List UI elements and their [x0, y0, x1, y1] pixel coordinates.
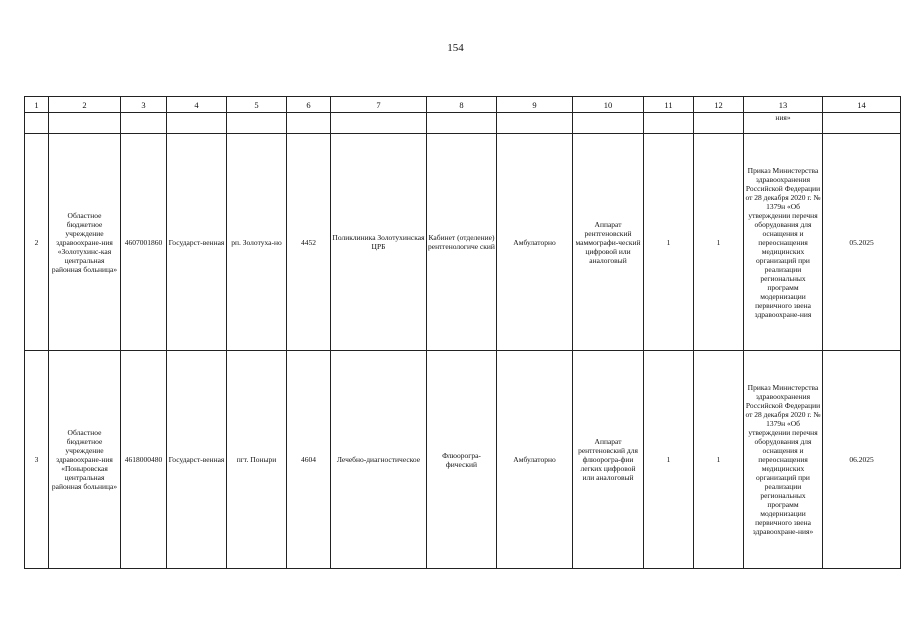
department: Флюорогра-фический: [427, 351, 497, 569]
table-cell: [427, 113, 497, 134]
continuation-row: [25, 113, 901, 134]
column-header: 7: [331, 97, 427, 113]
table-cell: [287, 113, 331, 134]
ownership-form: Государст-венная: [167, 134, 227, 351]
column-header: 13: [744, 97, 823, 113]
column-header: 9: [497, 97, 573, 113]
column-header: 14: [823, 97, 901, 113]
column-number-row: [25, 97, 901, 113]
care-conditions: Амбулаторно: [497, 351, 573, 569]
column-header: 12: [694, 97, 744, 113]
column-header: 5: [227, 97, 287, 113]
table-row: [25, 134, 901, 351]
table-cell: [121, 113, 167, 134]
column-header: 1: [25, 97, 49, 113]
table-row: [25, 351, 901, 569]
deadline: 05.2025: [823, 134, 901, 351]
table-cell: [573, 113, 644, 134]
table-cell: [694, 113, 744, 134]
subdivision: Поликлиника Золотухинская ЦРБ: [331, 134, 427, 351]
legal-basis: Приказ Министерства здравоохранения Российской Федерации от 28 декабря 2020 г. № 1379н «Об утверждении перечня оборудования для оснащения и переоснащения медицинских организаций при реализации региональных программ модернизации первичного звена здравоохране-ния»: [744, 351, 823, 569]
quantity: 1: [694, 351, 744, 569]
equipment-name: Аппарат рентгеновский для флюорогра-фии легких цифровой или аналоговый: [573, 351, 644, 569]
deadline: 06.2025: [823, 351, 901, 569]
quantity: 1: [694, 134, 744, 351]
column-header: 10: [573, 97, 644, 113]
table-cell: [227, 113, 287, 134]
page-number: 154: [447, 42, 464, 54]
quantity: 1: [644, 351, 694, 569]
continuation-text: ния»: [744, 113, 823, 134]
inn-code: 4607001860: [121, 134, 167, 351]
ownership-form: Государст-венная: [167, 351, 227, 569]
column-header: 3: [121, 97, 167, 113]
equipment-name: Аппарат рентгеновский маммографи-ческий цифровой или аналоговый: [573, 134, 644, 351]
equipment-table: [24, 96, 901, 569]
row-number: 2: [25, 134, 49, 351]
table-cell: [167, 113, 227, 134]
column-header: 6: [287, 97, 331, 113]
row-number: 3: [25, 351, 49, 569]
table-cell: [823, 113, 901, 134]
organization-name: Областное бюджетное учреждение здравоохране-ния «Поныровская центральная районная больница»: [49, 351, 121, 569]
subdivision: Лечебно-диагностическое: [331, 351, 427, 569]
department: Кабинет (отделение) рентгенологиче ский: [427, 134, 497, 351]
table-cell: [331, 113, 427, 134]
locality: пгт. Поныри: [227, 351, 287, 569]
care-conditions: Амбулаторно: [497, 134, 573, 351]
table-cell: [644, 113, 694, 134]
table-cell: [497, 113, 573, 134]
column-header: 8: [427, 97, 497, 113]
column-header: 2: [49, 97, 121, 113]
column-header: 11: [644, 97, 694, 113]
table-cell: [25, 113, 49, 134]
column-header: 4: [167, 97, 227, 113]
locality: рп. Золотуха-но: [227, 134, 287, 351]
legal-basis: Приказ Министерства здравоохранения Российской Федерации от 28 декабря 2020 г. № 1379н «Об утверждении перечня оборудования для оснащения и переоснащения медицинских организаций при реализации региональных программ модернизации первичного звена здравоохране-ния: [744, 134, 823, 351]
organization-name: Областное бюджетное учреждение здравоохране-ния «Золотухинс-кая центральная районная больница»: [49, 134, 121, 351]
table-cell: [49, 113, 121, 134]
code: 4604: [287, 351, 331, 569]
quantity: 1: [644, 134, 694, 351]
inn-code: 4618000480: [121, 351, 167, 569]
code: 4452: [287, 134, 331, 351]
